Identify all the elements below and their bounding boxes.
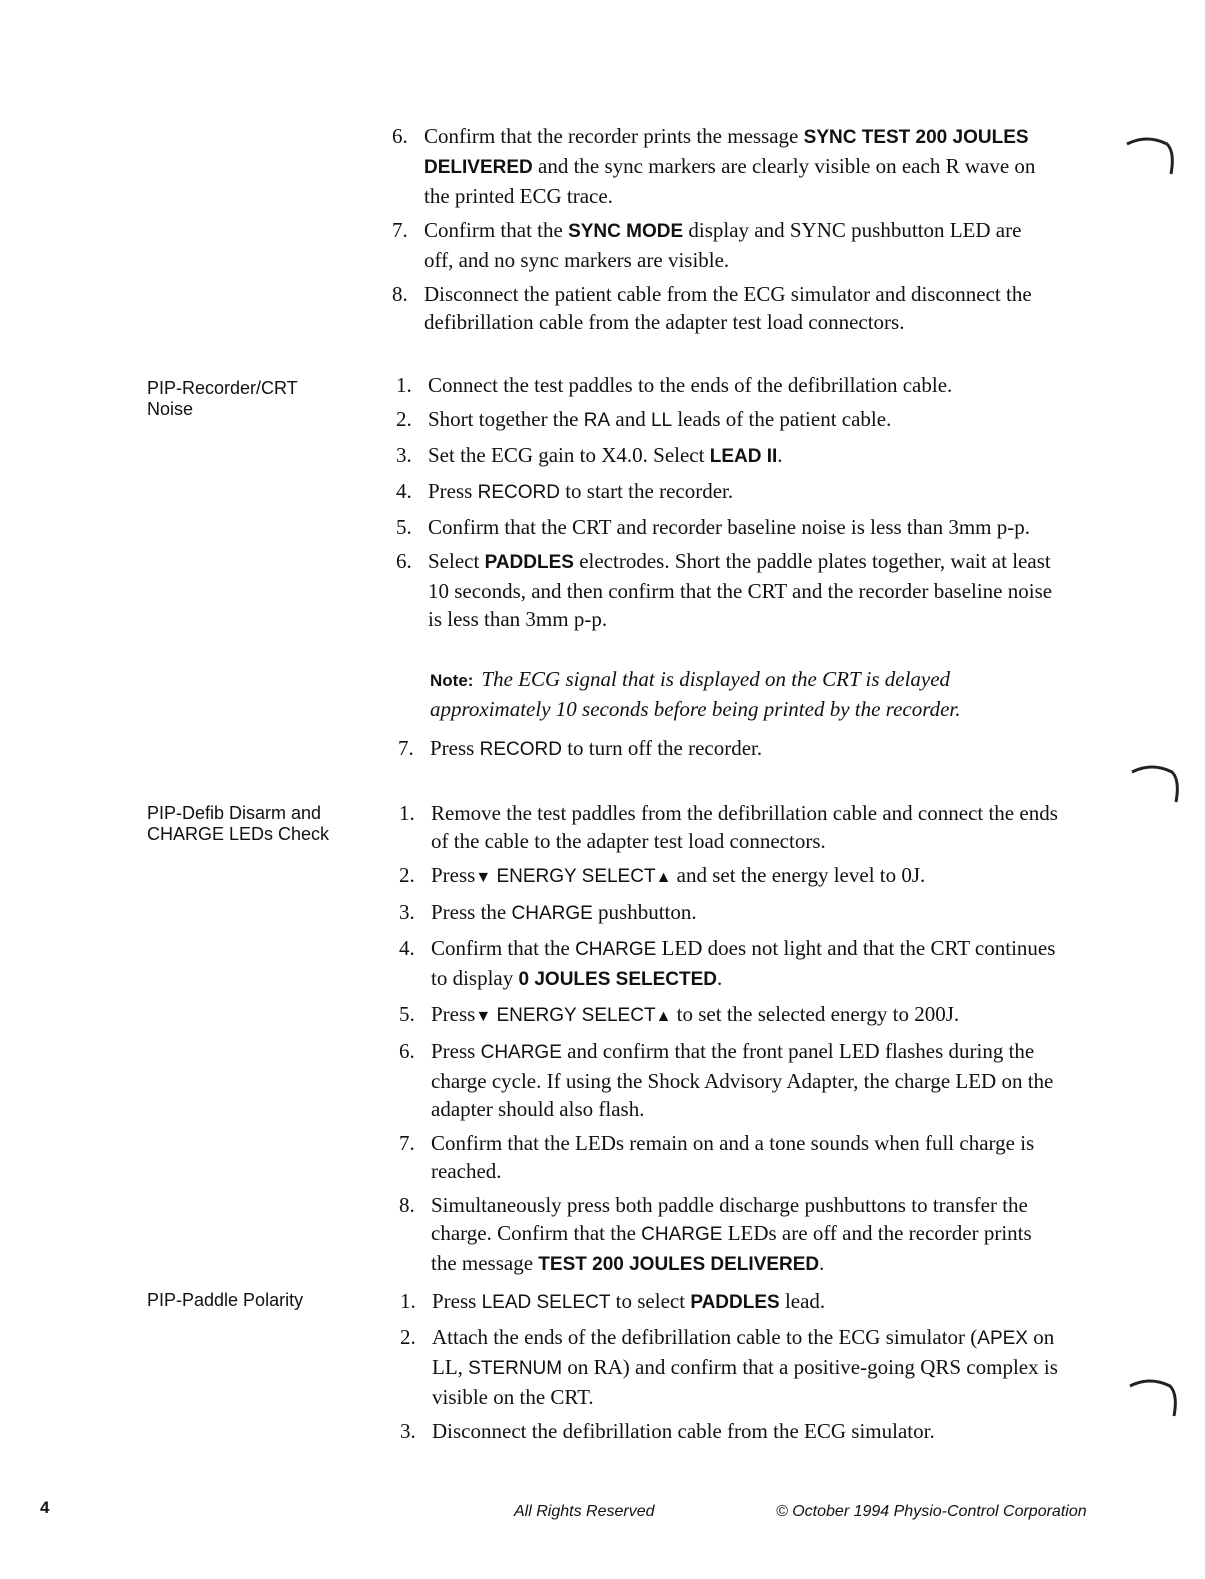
step-text: Confirm that the CRT and recorder baseline noise is less than 3mm p-p. — [428, 515, 1030, 539]
step-text: electrodes. Short the paddle plates together, wait at least 10 seconds, and then confirm that the CRT and the recorder baseline noise is less than 3mm p-p. — [428, 549, 1053, 631]
step-number: 4. — [399, 936, 415, 960]
heading-line: Noise — [147, 399, 194, 419]
step-number: 1. — [400, 1289, 416, 1313]
step-item — [399, 1129, 1059, 1185]
step-text: Press — [431, 863, 476, 887]
step-text: pushbutton. — [592, 900, 697, 924]
step-item — [400, 1323, 1060, 1411]
step-text: Connect the test paddles to the ends of the defibrillation cable. — [428, 373, 953, 397]
footer-rights: All Rights Reserved — [514, 1503, 655, 1520]
step-text: and the sync markers are clearly visible on each R wave on the printed ECG trace. — [424, 154, 1036, 208]
step-text: to select — [610, 1289, 691, 1313]
step-text: leads of the patient cable. — [672, 407, 892, 431]
control-name: RECORD — [477, 482, 560, 503]
step-text: Press — [431, 1002, 476, 1026]
step-number: 6. — [399, 1039, 415, 1063]
step-number: 3. — [400, 1419, 416, 1443]
step-number: 7. — [398, 736, 414, 760]
step-item — [392, 122, 1052, 210]
step-number: 5. — [399, 1002, 415, 1026]
control-name: ENERGY SELECT — [491, 1005, 656, 1026]
step-item — [396, 371, 1056, 399]
step-number: 6. — [396, 549, 412, 573]
recorder-crt-noise-steps-continued — [398, 734, 1058, 770]
step-text: to start the recorder. — [559, 479, 734, 503]
footer-copyright: © October 1994 Physio-Control Corporation — [776, 1503, 1087, 1520]
step-number: 2. — [400, 1325, 416, 1349]
step-text: and confirm that the front panel LED flashes during the charge cycle. If using the Shock Advisory Adapter, the charge LED on the adapter should also flash. — [431, 1039, 1054, 1121]
step-text: Remove the test paddles from the defibrillation cable and connect the ends of the cable to the adapter test load connectors. — [431, 801, 1058, 853]
control-name: CHARGE — [480, 1042, 562, 1063]
step-number: 1. — [396, 373, 412, 397]
step-text: Press — [428, 479, 478, 503]
step-text: Short together the — [428, 407, 584, 431]
control-name: RECORD — [479, 739, 562, 760]
control-name: LL — [650, 410, 673, 431]
step-text: Press — [431, 1039, 481, 1063]
step-item — [399, 934, 1059, 994]
step-item — [400, 1287, 1060, 1317]
sync-test-steps — [392, 122, 1052, 342]
step-number: 2. — [396, 407, 412, 431]
step-number: 3. — [396, 443, 412, 467]
control-name: LEAD SELECT — [481, 1292, 611, 1313]
step-number: 3. — [399, 900, 415, 924]
paddle-polarity-steps — [400, 1287, 1060, 1451]
step-text: Select — [428, 549, 485, 573]
step-text: Confirm that the — [424, 218, 569, 242]
bold-term: PADDLES — [484, 552, 574, 573]
page-number: 4 — [40, 1498, 50, 1517]
step-text: and set the energy level to 0J. — [671, 863, 926, 887]
step-text: lead. — [779, 1289, 826, 1313]
step-item — [399, 898, 1059, 928]
step-text: . — [777, 443, 783, 467]
step-item — [399, 1000, 1059, 1031]
section-heading-paddle-polarity — [147, 1290, 347, 1311]
note — [430, 665, 1030, 723]
step-item — [392, 280, 1052, 336]
note-label: Note: — [430, 671, 474, 690]
bold-term: PADDLES — [690, 1292, 780, 1313]
step-text: Set the ECG gain to X4.0. Select — [428, 443, 710, 467]
step-text: display and SYNC pushbutton LED are off, and no sync markers are visible. — [424, 218, 1022, 272]
step-text: Press — [430, 736, 480, 760]
triangle-up-icon: ▲ — [655, 869, 672, 886]
step-item — [396, 547, 1056, 633]
step-item — [399, 861, 1059, 892]
step-item — [399, 1191, 1059, 1279]
recorder-crt-noise-steps — [396, 371, 1056, 639]
bold-term: SYNC MODE — [568, 221, 684, 242]
control-name: STERNUM — [468, 1358, 563, 1379]
triangle-up-icon: ▲ — [655, 1008, 672, 1025]
step-number: 2. — [399, 863, 415, 887]
step-text: Confirm that the recorder prints the message — [424, 124, 804, 148]
step-item — [396, 405, 1056, 435]
step-text: Confirm that the LEDs remain on and a tone sounds when full charge is reached. — [431, 1131, 1035, 1183]
control-name: CHARGE — [641, 1224, 723, 1245]
step-number: 7. — [399, 1131, 415, 1155]
bold-term: 0 JOULES SELECTED — [518, 969, 717, 990]
step-item — [399, 799, 1059, 855]
triangle-down-icon: ▼ — [475, 1008, 492, 1025]
step-text: Disconnect the patient cable from the ECG simulator and disconnect the defibrillation cable from the adapter test load connectors. — [424, 282, 1032, 334]
step-number: 8. — [399, 1193, 415, 1217]
step-text: on LL, — [432, 1325, 1055, 1379]
heading-line: PIP-Recorder/CRT — [147, 378, 298, 398]
step-item — [392, 216, 1052, 274]
step-text: Press — [432, 1289, 482, 1313]
step-text: Confirm that the — [431, 936, 576, 960]
control-name: ENERGY SELECT — [491, 866, 656, 887]
binder-hole-mark — [1125, 130, 1175, 180]
control-name: RA — [583, 410, 611, 431]
step-number: 1. — [399, 801, 415, 825]
step-item — [400, 1417, 1060, 1445]
step-item — [396, 477, 1056, 507]
step-text: . — [717, 966, 723, 990]
control-name: CHARGE — [511, 903, 593, 924]
step-text: Attach the ends of the defibrillation cable to the ECG simulator ( — [432, 1325, 978, 1349]
bold-term: TEST 200 JOULES DELIVERED — [538, 1254, 820, 1275]
step-text: Simultaneously press both paddle discharge pushbuttons to transfer the charge. Confirm that the — [431, 1193, 1028, 1245]
defib-disarm-steps — [399, 799, 1059, 1285]
bold-term: SYNC TEST 200 JOULES DELIVERED — [424, 127, 1029, 178]
note-text: The ECG signal that is displayed on the CRT is delayed approximately 10 seconds before being printed by the recorder. — [430, 667, 961, 721]
control-name: APEX — [977, 1328, 1028, 1349]
step-item — [399, 1037, 1059, 1123]
step-text: to set the selected energy to 200J. — [671, 1002, 960, 1026]
step-text: LEDs are off and the recorder prints the message — [431, 1221, 1032, 1275]
step-text: on RA) and confirm that a positive-going QRS complex is visible on the CRT. — [432, 1355, 1058, 1409]
step-item — [398, 734, 1058, 764]
step-item — [396, 441, 1056, 471]
step-number: 7. — [392, 218, 408, 242]
section-heading-defib-disarm — [147, 803, 347, 845]
step-item — [396, 513, 1056, 541]
step-number: 4. — [396, 479, 412, 503]
heading-line: CHARGE LEDs Check — [147, 824, 330, 844]
step-number: 8. — [392, 282, 408, 306]
binder-hole-mark — [1128, 1372, 1178, 1422]
step-number: 5. — [396, 515, 412, 539]
step-text: LED does not light and that the CRT continues to display — [431, 936, 1056, 990]
step-text: Press the — [431, 900, 512, 924]
control-name: CHARGE — [575, 939, 657, 960]
heading-line: PIP-Defib Disarm and — [147, 803, 322, 823]
step-text: Disconnect the defibrillation cable from the ECG simulator. — [432, 1419, 935, 1443]
triangle-down-icon: ▼ — [475, 869, 492, 886]
bold-term: LEAD II — [709, 446, 778, 467]
step-text: to turn off the recorder. — [561, 736, 763, 760]
heading-line: PIP-Paddle Polarity — [147, 1290, 304, 1310]
step-text: . — [819, 1251, 825, 1275]
section-heading-recorder-crt-noise — [147, 378, 347, 420]
step-text: and — [610, 407, 651, 431]
step-number: 6. — [392, 124, 408, 148]
binder-hole-mark — [1130, 758, 1180, 808]
